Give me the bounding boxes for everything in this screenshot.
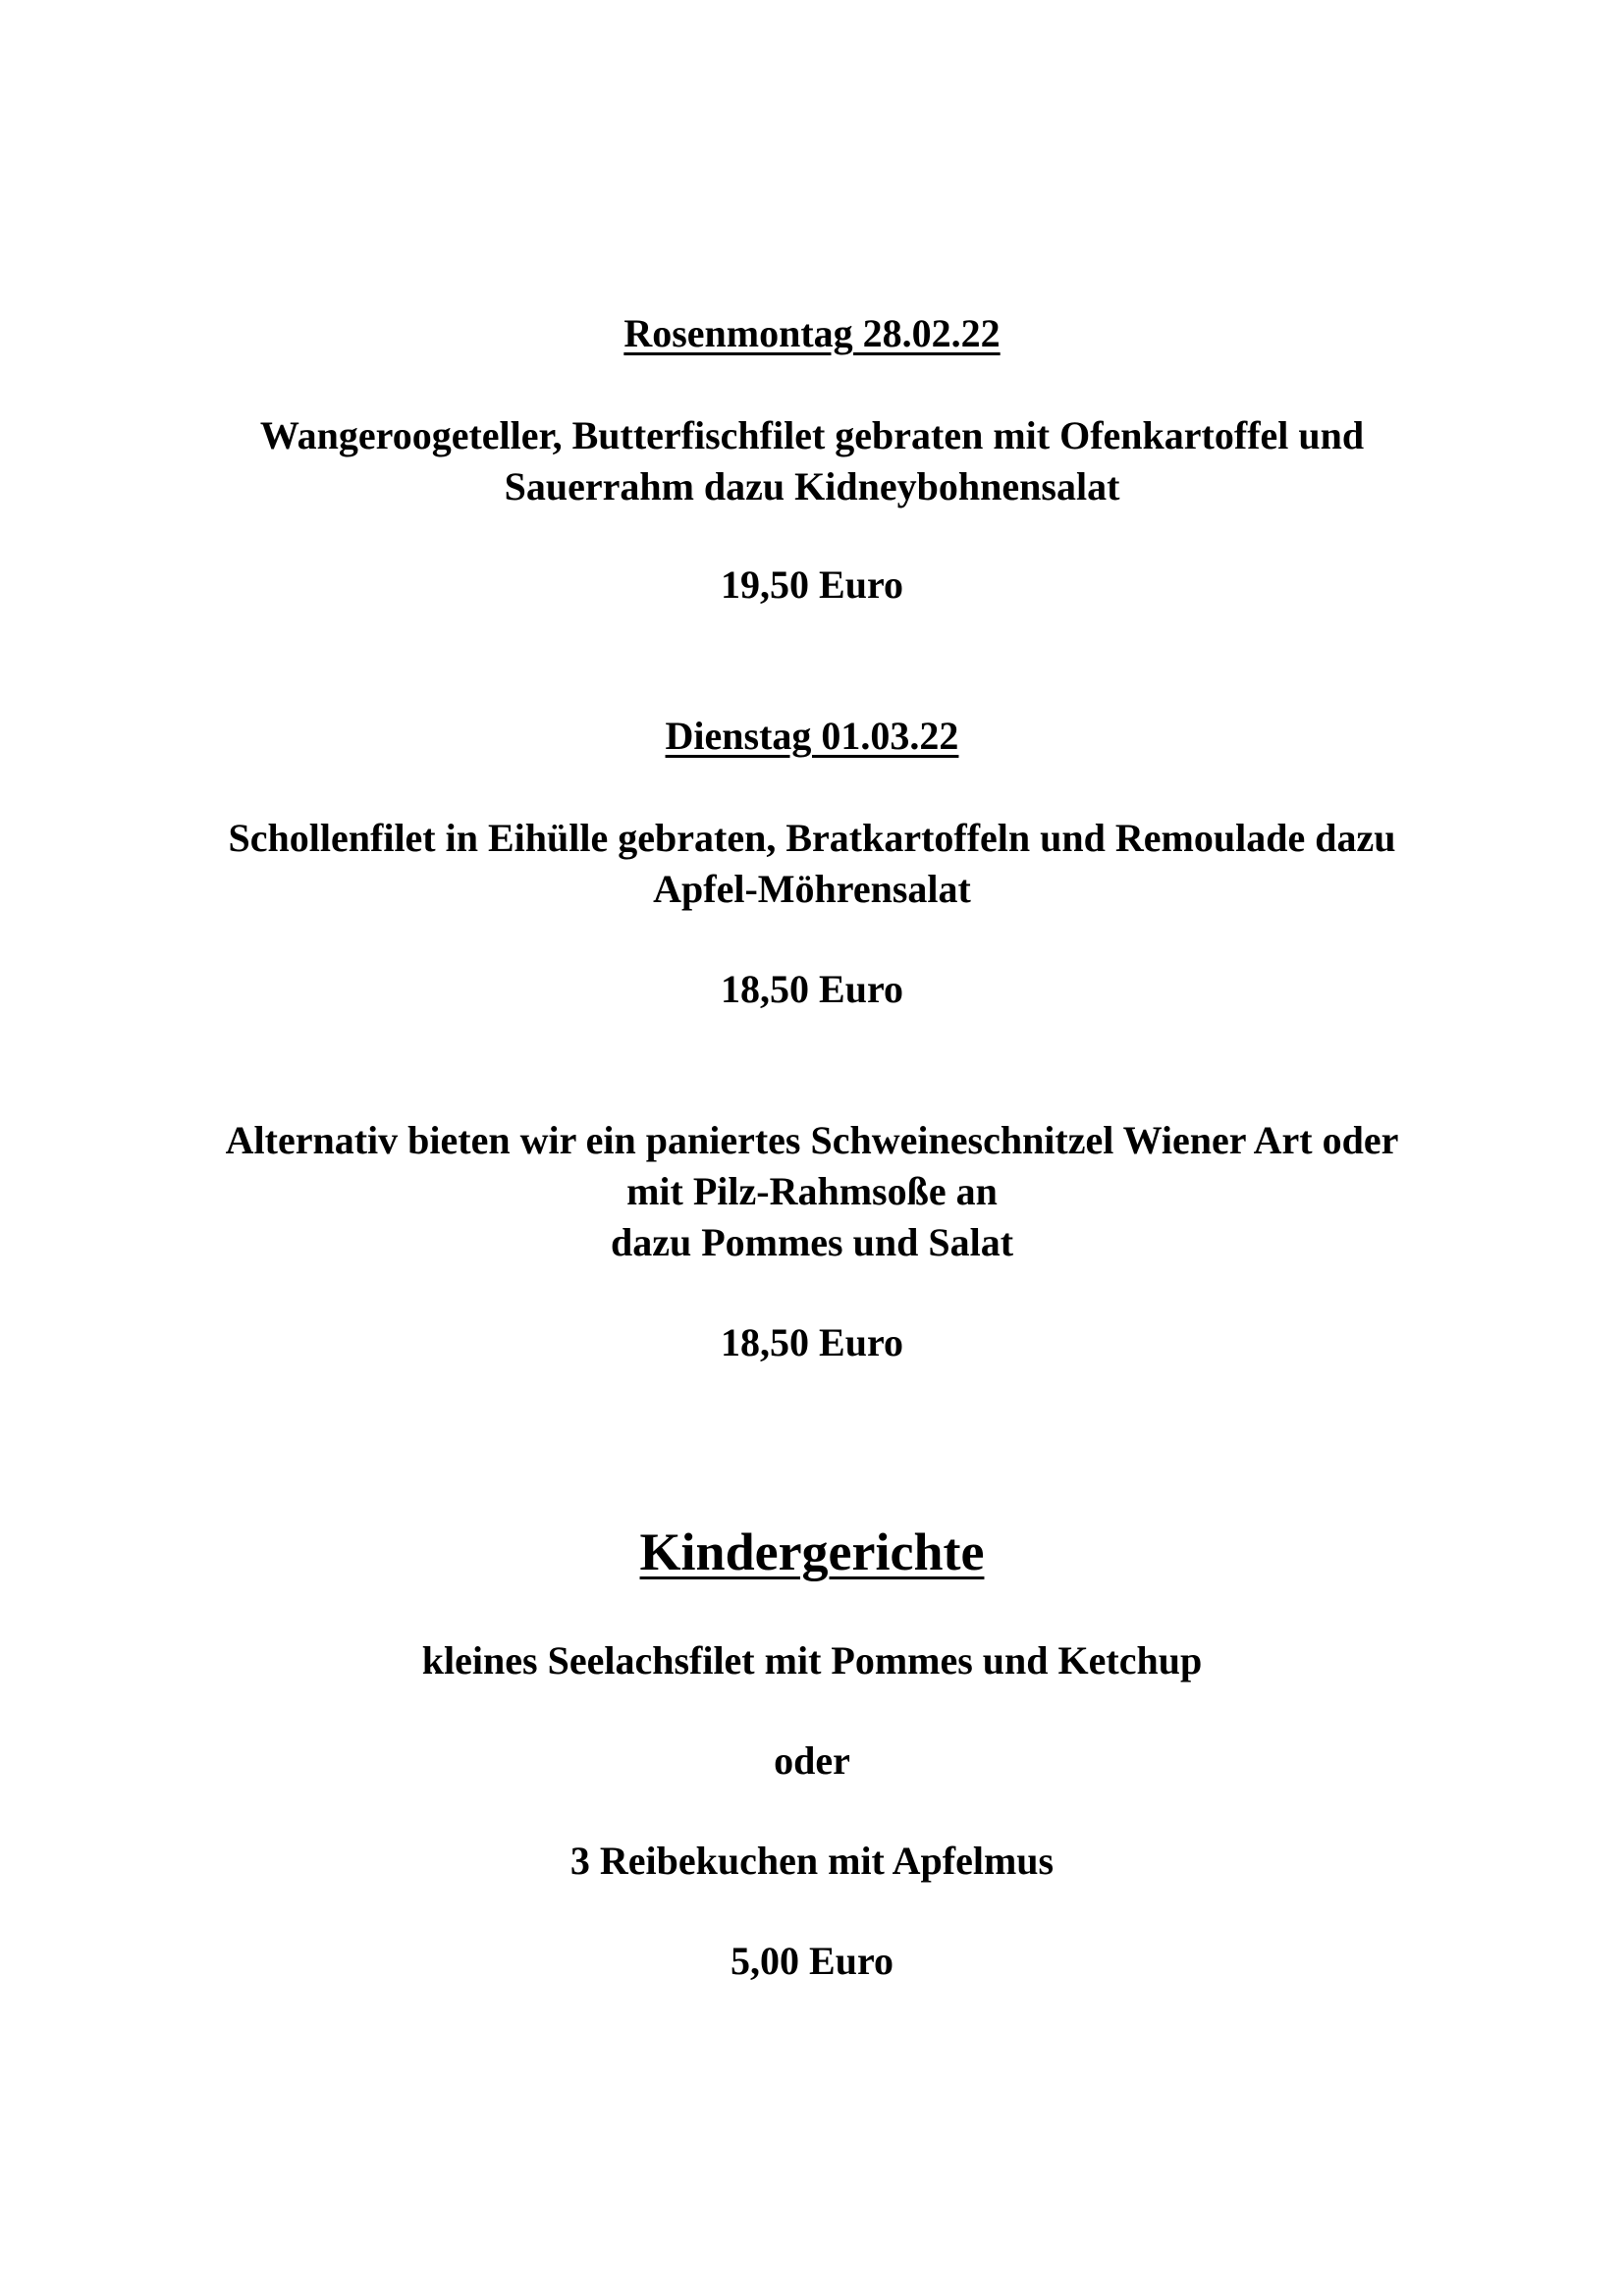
day2-heading: Dienstag 01.03.22 <box>665 714 959 758</box>
day1-dish-line1: Wangeroogeteller, Butterfischfilet gebraten mit Ofenkartoffel und <box>259 413 1365 457</box>
kids-heading: Kindergerichte <box>639 1522 985 1581</box>
day1-dish-line2: Sauerrahm dazu Kidneybohnensalat <box>504 464 1120 508</box>
kids-price: 5,00 Euro <box>731 1939 893 1983</box>
kids-separator: oder <box>774 1738 850 1783</box>
day1-heading: Rosenmontag 28.02.22 <box>623 311 1001 355</box>
day2-dish-line1: Schollenfilet in Eihülle gebraten, Bratkartoffeln und Remoulade dazu <box>228 816 1396 860</box>
alternative-line2: mit Pilz-Rahmsoße an <box>626 1169 998 1213</box>
alternative-line1: Alternativ bieten wir ein paniertes Schweineschnitzel Wiener Art oder <box>225 1118 1399 1162</box>
kids-option1: kleines Seelachsfilet mit Pommes und Ketchup <box>421 1638 1203 1682</box>
alternative-price: 18,50 Euro <box>721 1320 903 1364</box>
day2-price: 18,50 Euro <box>721 967 903 1011</box>
kids-option2: 3 Reibekuchen mit Apfelmus <box>569 1839 1055 1883</box>
alternative-line3: dazu Pommes und Salat <box>610 1220 1014 1264</box>
day1-price: 19,50 Euro <box>721 562 903 607</box>
day2-dish-line2: Apfel-Möhrensalat <box>653 867 971 911</box>
